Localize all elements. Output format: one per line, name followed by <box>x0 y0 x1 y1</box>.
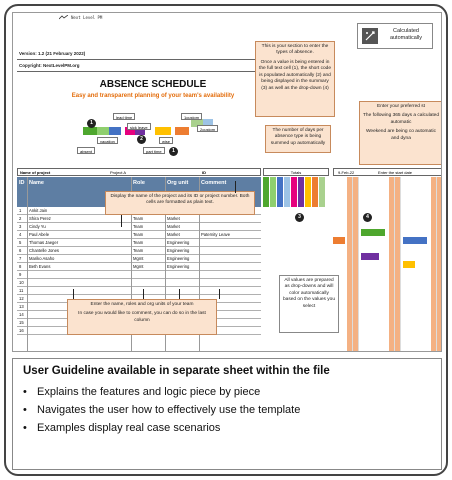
weekend-col <box>353 177 359 351</box>
callout-project <box>105 191 255 215</box>
cell-org: Engineering <box>167 264 190 269</box>
total-col <box>270 177 276 207</box>
marker-4: 4 <box>363 213 372 222</box>
project-id-label: ID <box>202 170 206 175</box>
cell-id: 1 <box>19 208 22 213</box>
table-row[interactable] <box>17 279 261 287</box>
cell-id: 16 <box>19 328 24 333</box>
table-row[interactable] <box>17 215 261 223</box>
cell-name: Thomas Jaeger <box>29 240 59 245</box>
logo-icon <box>59 15 68 20</box>
page-subtitle: Easy and transparent planning of your team's availability <box>71 93 235 99</box>
callout-absence-types <box>255 41 335 117</box>
col-header-role: Role <box>133 180 145 186</box>
cell-id: 12 <box>19 296 24 301</box>
callout-team <box>67 299 217 335</box>
callout-preferred <box>359 101 442 165</box>
table-row[interactable] <box>17 231 261 239</box>
cell-id: 15 <box>19 320 24 325</box>
cell-role: Mgmt <box>133 256 144 261</box>
total-col <box>263 177 269 207</box>
absence-chip-lightgreen <box>97 127 109 135</box>
callout-text: Weekend are being co automatic and dyna <box>365 129 437 141</box>
absence-chip-yellow <box>155 127 171 135</box>
guide-title: User Guideline available in separate sheet within the file <box>23 365 330 377</box>
cell-name: Paul Abele <box>29 232 50 237</box>
preview-card <box>4 4 448 476</box>
callout-text: Enter your preferred st <box>377 104 425 109</box>
table-row[interactable] <box>17 239 261 247</box>
total-col <box>277 177 283 207</box>
marker-3: 3 <box>295 213 304 222</box>
divider <box>17 59 257 60</box>
absence-cell[interactable] <box>361 229 385 236</box>
total-col <box>284 177 290 207</box>
legend <box>357 23 433 49</box>
label-vacation: vacation <box>97 137 118 144</box>
absence-cell[interactable] <box>361 253 379 260</box>
callout-text: The number of days per absence type is being summed up automatically <box>270 128 326 146</box>
col-header-comment: Comment <box>201 180 227 186</box>
label-sick-leave: sick leave <box>127 123 151 130</box>
col-divider <box>27 177 28 351</box>
absence-cell[interactable] <box>403 261 415 268</box>
cell-org: Market <box>167 216 180 221</box>
label-lead-time: lead time <box>113 113 135 120</box>
cell-id: 9 <box>19 272 22 277</box>
copyright-text: Copyright: NextLevelPM.org <box>19 63 80 68</box>
table-row[interactable] <box>17 271 261 279</box>
table-row[interactable] <box>17 263 261 271</box>
arrow <box>73 289 74 299</box>
arrow <box>179 289 180 299</box>
absence-chip-blue <box>109 127 121 135</box>
cell-org: Engineering <box>167 248 190 253</box>
cell-name: Mariko Asaho <box>29 256 55 261</box>
cell-id: 8 <box>19 264 22 269</box>
callout-text: Display the name of the project and its ID or project number. Both cells are formatted as plain text. <box>110 194 250 206</box>
arrow <box>219 289 220 299</box>
col-header-name: Name <box>29 180 44 186</box>
cell-id: 6 <box>19 248 22 253</box>
col-header-id: ID <box>19 180 25 186</box>
cell-name: Ankit Jain <box>29 208 48 213</box>
spreadsheet-preview <box>12 12 442 352</box>
label-absent: absent <box>77 147 95 154</box>
date-header <box>333 168 442 176</box>
user-guideline <box>12 358 442 470</box>
label-wise: wise <box>159 137 173 144</box>
callout-text: Enter the name, roles and org units of your team <box>90 302 194 307</box>
cell-name: Shira Perez <box>29 216 51 221</box>
arrow <box>143 289 144 299</box>
guide-list <box>23 383 431 437</box>
cell-role: Team <box>133 248 144 253</box>
legend-text: Calculated automatically <box>389 28 423 42</box>
callout-values <box>279 275 339 333</box>
totals-header: Totals <box>263 168 329 176</box>
calendar-grid[interactable] <box>333 177 442 351</box>
start-date-hint: Enter the start date <box>378 170 413 175</box>
version-text: Version: 1.2 (21 February 2022) <box>19 51 86 56</box>
guide-item: • Examples display real case scenarios <box>23 419 431 437</box>
cell-id: 3 <box>19 224 22 229</box>
arrow <box>121 215 122 227</box>
cell-id: 7 <box>19 256 22 261</box>
table-row[interactable] <box>17 247 261 255</box>
cell-name: Cindy Yu <box>29 224 46 229</box>
total-col <box>312 177 318 207</box>
cell-org: Market <box>167 232 180 237</box>
total-col <box>305 177 311 207</box>
total-col <box>319 177 325 207</box>
table-row[interactable] <box>17 223 261 231</box>
guide-item: • Explains the features and logic piece by piece <box>23 383 431 401</box>
callout-text: The following 365 days a calculated automatic <box>363 113 439 125</box>
absence-chip-orange <box>175 127 189 135</box>
arrow <box>235 181 236 193</box>
divider <box>17 71 257 72</box>
cell-id: 2 <box>19 216 22 221</box>
cell-comment: Paternity Leave <box>201 232 231 237</box>
marker-1b: 1 <box>169 147 178 156</box>
project-name-value[interactable]: Project A <box>110 170 127 175</box>
callout-summed <box>265 125 331 153</box>
calculated-icon <box>362 28 378 44</box>
marker-1: 1 <box>87 119 96 128</box>
cell-id: 10 <box>19 280 24 285</box>
weekend-col <box>395 177 401 351</box>
guide-item: • Navigates the user how to effectively use the template <box>23 401 431 419</box>
cell-role: Team <box>133 216 144 221</box>
label-part-time: part time <box>143 147 165 154</box>
cell-role: Mgmt <box>133 264 144 269</box>
absence-chip-green <box>83 127 97 135</box>
callout-text: In case you would like to comment, you can do so in the last column <box>78 311 206 323</box>
marker-2: 2 <box>137 135 146 144</box>
label-custom2: 2custom <box>197 125 218 132</box>
page-title: ABSENCE SCHEDULE <box>99 79 207 90</box>
col-header-org: Org unit <box>167 180 189 186</box>
project-row <box>17 168 261 176</box>
start-date[interactable]: 9-Feb-22 <box>338 170 355 175</box>
logo-text: Next Level PM <box>71 15 103 20</box>
callout-text: This is your section to enter the types of absence. <box>261 44 329 56</box>
label-custom1: 1custom <box>181 113 202 120</box>
cell-role: Team <box>133 240 144 245</box>
cell-org: Market <box>167 224 180 229</box>
cell-name: Chantelle Jones <box>29 248 60 253</box>
cell-id: 13 <box>19 304 24 309</box>
table-row[interactable] <box>17 287 261 295</box>
total-col <box>298 177 304 207</box>
cell-id: 11 <box>19 288 24 293</box>
absence-cell[interactable] <box>403 237 427 244</box>
cell-org: Engineering <box>167 240 190 245</box>
cell-org: Engineering <box>167 256 190 261</box>
callout-text: Once a value is being entered in the full text cell (1), the short code is populated automatically (2) and being displayed in the summary (3) as well as the drop-down (4) <box>259 59 331 91</box>
cell-id: 14 <box>19 312 24 317</box>
cell-id: 4 <box>19 232 22 237</box>
total-col <box>291 177 297 207</box>
cell-role: Team <box>133 224 144 229</box>
weekend-col <box>437 177 442 351</box>
cell-id: 5 <box>19 240 22 245</box>
table-row[interactable] <box>17 255 261 263</box>
project-name-label: Name of project <box>20 170 51 175</box>
callout-text: All values are prepared as drop-downs and will color automatically based on the values you select <box>283 278 336 309</box>
cell-name: Beth Evans <box>29 264 51 269</box>
cell-role: Team <box>133 232 144 237</box>
absence-cell[interactable] <box>333 237 345 244</box>
